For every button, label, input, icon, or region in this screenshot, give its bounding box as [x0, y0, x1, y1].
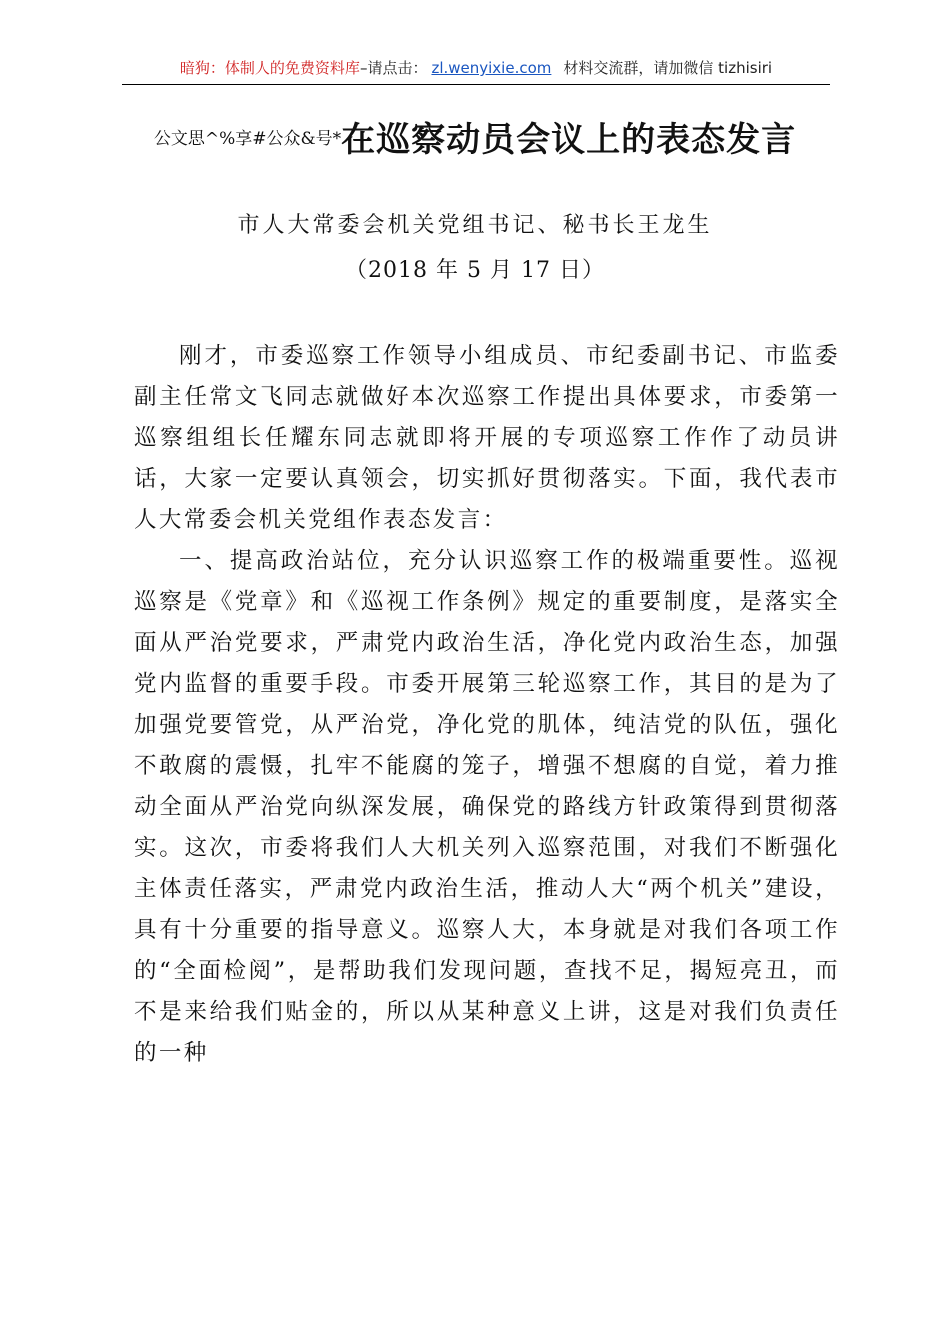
- document-title: [0, 112, 950, 161]
- author-line: 市人大常委会机关党组书记、秘书长王龙生: [237, 213, 713, 238]
- header-banner: [122, 58, 830, 85]
- speech-body: [134, 336, 840, 1074]
- paragraph-intro: 刚才，市委巡察工作领导小组成员、市纪委副书记、市监委副主任常文飞同志就做好本次巡察工作提出具体要求，市委第一巡察组组长任耀东同志就即将开展的专项巡察工作作了动员讲话，大家一定要认真领会，切实抓好贯彻落实。下面，我代表市人大常委会机关党组作表态发言：: [134, 343, 840, 533]
- date-line: （2018 年 5 月 17 日）: [345, 258, 605, 283]
- title-main: 在巡察动员会议上的表态发言: [341, 120, 797, 160]
- header-source-text: 暗狗：体制人的免费资料库: [179, 59, 360, 77]
- paragraph-section-one: 一、提高政治站位，充分认识巡察工作的极端重要性。巡视巡察是《党章》和《巡视工作条例》规定的重要制度，是落实全面从严治党要求，严肃党内政治生活，净化党内政治生态，加强党内监督的重要手段。市委开展第三轮巡察工作，其目的是为了加强党要管党，从严治党，净化党的肌体，纯洁党的队伍，强化不敢腐的震慑，扎牢不能腐的笼子，增强不想腐的自觉，着力推动全面从严治党向纵深发展，确保党的路线方针政策得到贯彻落实。这次，市委将我们人大机关列入巡察范围，对我们不断强化主体责任落实，严肃党内政治生活，推动人大“两个机关”建设，具有十分重要的指导意义。巡察人大，本身就是对我们各项工作的“全面检阅”，是帮助我们发现问题，查找不足，揭短亮丑，而不是来给我们贴金的，所以从某种意义上讲，这是对我们负责任的一种: [134, 548, 840, 1066]
- title-prefix: 公文思^%享#公众&号*: [153, 129, 342, 149]
- header-wechat-text: 材料交流群，请加微信 tizhisiri: [563, 59, 773, 77]
- header-click-text: –请点击：: [359, 59, 428, 77]
- header-link[interactable]: zl.wenyixie.com: [431, 59, 552, 77]
